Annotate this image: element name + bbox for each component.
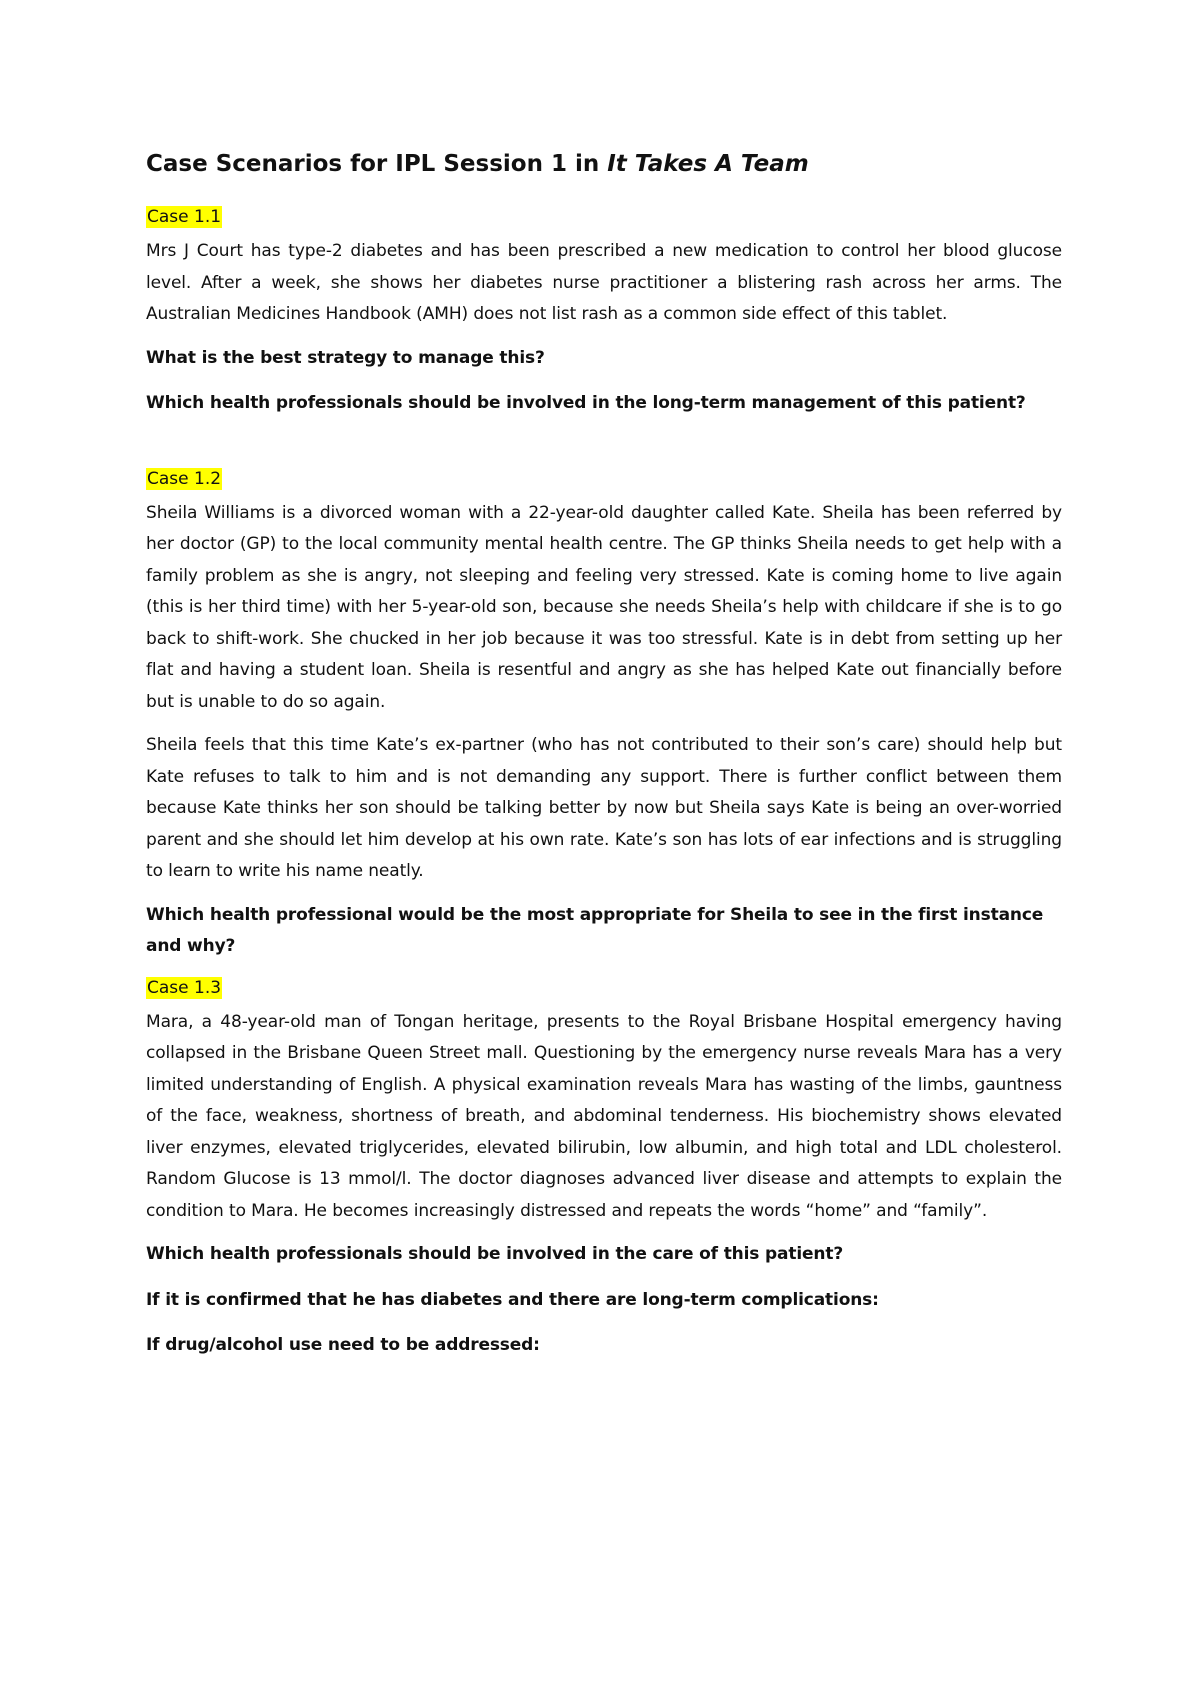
case-paragraph: Mara, a 48-year-old man of Tongan heritage, presents to the Royal Brisbane Hospital emergency having collapsed in the Brisbane Queen Street mall. Questioning by the emergency nurse reveals Mara has a very limited understanding of English. A physical examination reveals Mara has wasting of the limbs, gauntness of the face, weakness, shortness of breath, and abdominal tenderness. His biochemistry shows elevated liver enzymes, elevated triglycerides, elevated bilirubin, low albumin, and high total and LDL cholesterol. Random Glucose is 13 mmol/l. The doctor diagnoses advanced liver disease and attempts to explain the condition to Mara. He becomes increasingly distressed and repeats the words “home” and “family”. — [146, 1011, 1062, 1221]
case-heading: Case 1.1 — [147, 207, 222, 227]
document-page — [146, 148, 1062, 1376]
case-question: Which health professionals should be involved in the care of this patient? — [146, 1244, 844, 1264]
document-title-text: Case Scenarios for IPL Session 1 in — [146, 151, 608, 177]
case-question: Which health professionals should be involved in the long-term management of this patient? — [146, 393, 1026, 413]
document-title — [146, 148, 1062, 180]
document-title-italic: It Takes A Team — [607, 151, 809, 177]
case-question: What is the best strategy to manage this? — [146, 347, 545, 368]
case-question: If drug/alcohol use need to be addressed: — [146, 1335, 540, 1355]
case-heading: Case 1.2 — [147, 468, 222, 489]
case-paragraph: Sheila feels that this time Kate’s ex-partner (who has not contributed to their son’s care) should help but Kate refuses to talk to him and is not demanding any support. There is further conflict between them because Kate thinks her son should be talking better by now but Sheila says Kate is being an over-worried parent and she should let him develop at his own rate. Kate’s son has lots of ear infections and is struggling to learn to write his name neatly. — [146, 735, 1062, 881]
case-1-1 — [146, 206, 1062, 420]
case-question: Which health professional would be the most appropriate for Sheila to see in the first instance and why? — [146, 904, 1044, 956]
case-paragraph: Mrs J Court has type-2 diabetes and has been prescribed a new medication to control her blood glucose level. After a week, she shows her diabetes nurse practitioner a blistering rash across her arms. The Australian Medicines Handbook (AMH) does not list rash as a common side effect of this tablet. — [146, 241, 1062, 324]
section-spacer — [146, 434, 1062, 468]
case-1-2 — [146, 468, 1062, 963]
case-paragraph: Sheila Williams is a divorced woman with a 22-year-old daughter called Kate. Sheila has been referred by her doctor (GP) to the local community mental health centre. The GP thinks Sheila needs to get help with a family problem as she is angry, not sleeping and feeling very stressed. Kate is coming home to live again (this is her third time) with her 5-year-old son, because she needs Sheila’s help with childcare if she is to go back to shift-work. She chucked in her job because it was too stressful. Kate is in debt from setting up her flat and having a student loan. Sheila is resentful and angry as she has helped Kate out financially before but is unable to do so again. — [146, 502, 1062, 712]
case-heading: Case 1.3 — [147, 977, 222, 998]
case-1-3 — [146, 977, 1062, 1362]
case-question: If it is confirmed that he has diabetes and there are long-term complications: — [146, 1289, 879, 1310]
